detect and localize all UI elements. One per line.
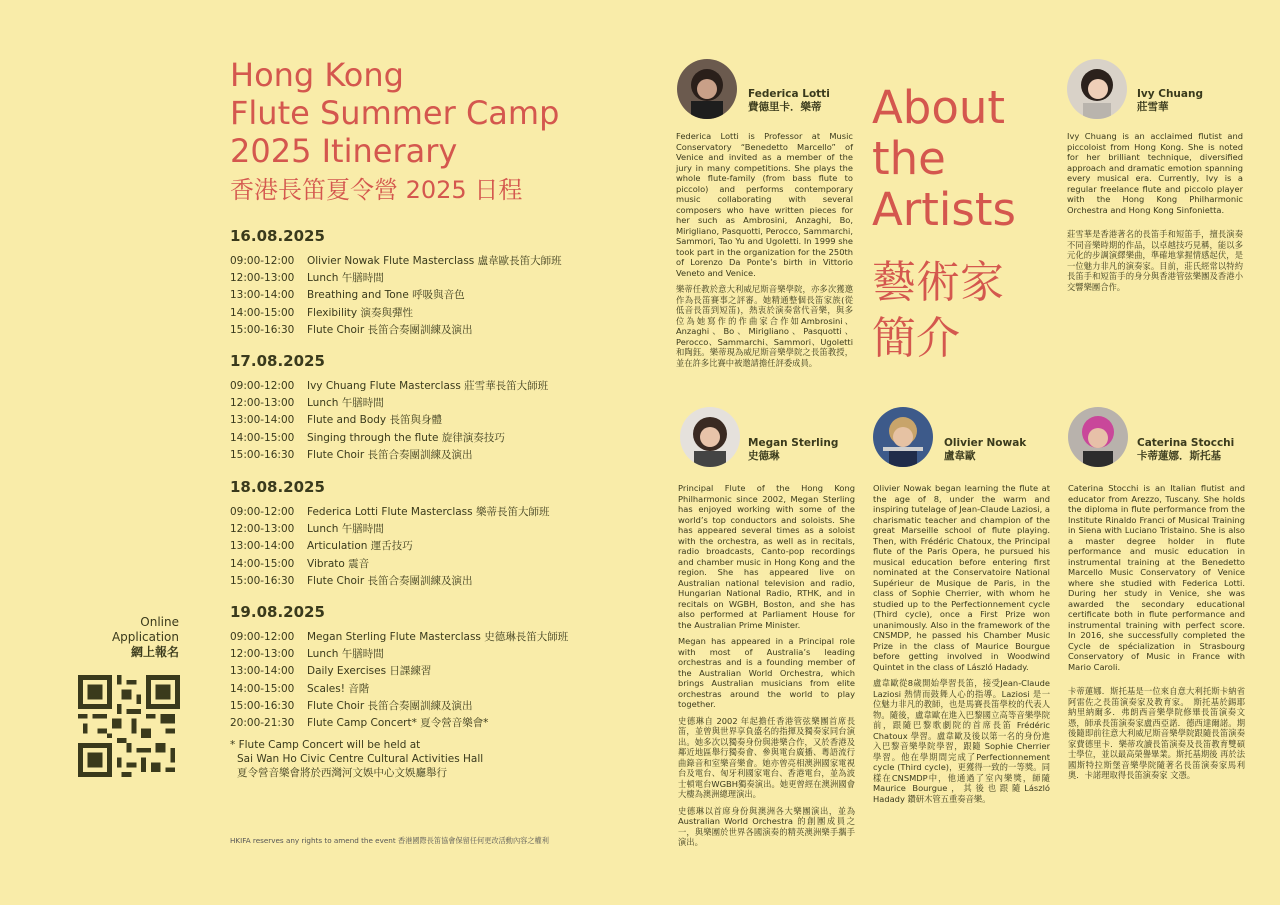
schedule-row — [230, 270, 590, 287]
time: 12:00-13:00 — [230, 272, 295, 285]
activity: Flexibility 演奏與彈性 — [307, 306, 413, 319]
day-date: 19.08.2025 — [230, 603, 325, 621]
time: 12:00-13:00 — [230, 523, 295, 536]
schedule-row — [230, 698, 590, 715]
time: 13:00-14:00 — [230, 540, 295, 553]
artist-name-zh: 卡蒂蓮娜．斯托基 — [1137, 450, 1221, 462]
activity: Megan Sterling Flute Masterclass 史德琳長笛大師班 — [307, 631, 569, 643]
artist-name-zh: 費德里卡．樂蒂 — [748, 101, 822, 113]
online-line: 網上報名 — [130, 645, 179, 659]
itinerary-title — [230, 56, 630, 170]
caterina-bio — [1068, 483, 1245, 787]
bio-zh: 盧韋歐從8歲開始學習長笛，接受Jean-Claude Laziosi 熱情而鼓舞人心的指導。Laziosi 是一位魅力非凡的教師，也是馬賽長笛學校的代表人物。隨後，盧韋歐在進入巴黎國立高等音樂學院前，跟隨巴黎歌劇院的首席長笛 Frédéric Chatoux 學習。盧韋歐及後以第一名的身份進入巴黎音樂學院學習，跟隨 Sophie Cherrier 學習。他在學期間完成了Perfectionnement cycle (Third cycle)，更獲得一致的一等獎。同樣在CNSMDP中，他通過了室內樂獎，師隨Maurice Bourgue，其後也跟隨László Hadady 鑽研木管五重奏音樂。 — [873, 678, 1050, 804]
bio-zh: 卡蒂蓮娜．斯托基是一位來自意大利托斯卡納省阿雷佐之長笛演奏家及教育家。 斯托基於錫耶納里納爾多．弗朗西音樂學院修畢長笛演奏文憑，師承長笛演奏家盧西亞諾．德西達爾諾。期後隨即前往意大利威尼斯音樂學院跟隨長笛演奏家費德里卡．樂蒂攻讀長笛演奏及長笛教育雙碩士學位，並以最高榮譽畢業。斯托基期後 再於法國斯特拉斯堡音樂學院隨著名長笛演奏家馬利奧．卡諾理取得長笛演奏家 文憑。 — [1068, 686, 1245, 780]
artist-name-block — [944, 437, 1026, 463]
schedule-row — [230, 521, 590, 538]
federica-bio — [676, 131, 853, 374]
bio-en: Federica Lotti is Professor at Music Conservatory “Benedetto Marcello” of Venice and invited as a member of the jury in many competitions. She plays the whole flute-family (from bass flute to piccolo) and performs contemporary music collaborating with several composers who have written pieces for her such as Ambrosini, Anzaghi, Bo, Mirigliano, Pasquotti, Perocco, Sammarchi, Sammori, Tao Yu and Ugoletti. In 1999 she took part in the organization for the 250th of Lorenzo Da Ponte’s birth in Vittorio Veneto and Venice. — [676, 131, 853, 278]
schedule-row — [230, 253, 590, 270]
artist-name: Megan Sterling — [748, 437, 839, 449]
time: 15:00-16:30 — [230, 323, 295, 336]
federica-photo — [677, 59, 737, 119]
day-date: 16.08.2025 — [230, 227, 325, 245]
day-date: 18.08.2025 — [230, 478, 325, 496]
olivier-bio — [873, 483, 1050, 810]
day-block — [230, 603, 590, 732]
activity: Olivier Nowak Flute Masterclass 盧韋歐長笛大師班 — [307, 255, 562, 267]
artist-name-zh: 盧韋歐 — [944, 450, 976, 462]
schedule-row — [230, 504, 590, 521]
bio-zh: 樂蒂任教於意大利威尼斯音樂學院，亦多次獲邀作為長笛賽事之評審。她精通整個長笛家族(從低音長笛到短笛)，熱衷於演奏當代音樂，與多位為她寫作的作曲家合作如Ambrosini、Anzaghi、Bo、Mirigliano、Pasquotti、Perocco、Sammarchi、Sammori、Ugoletti和陶鈺。樂蒂現為威尼斯音樂學院之長笛教授，並在許多比賽中被邀請擔任評委成員。 — [676, 284, 853, 368]
megan-photo — [680, 407, 740, 467]
bio-en: Caterina Stocchi is an Italian flutist and educator from Arezzo, Tuscany. She holds the diploma in flute performance from the Institute Rinaldo Franci of Musical Training in Siena with Luciano Tristaino. She is also a master degree holder in flute performance and music education in instrumental training at the Benedetto Marcello Music Conservatory of Venice where she studied with Federica Lotti. During her study in Venice, she was awarded the secondary educational certificate both in flute performance and instrumental training with perfect score. In 2016, she successfully completed the Cycle de spécialization in Strasbourg Conservatory of Music in France with Mario Caroli. — [1068, 483, 1245, 672]
megan-bio — [678, 483, 855, 854]
time: 15:00-16:30 — [230, 448, 295, 461]
artist-name: Federica Lotti — [748, 88, 830, 100]
schedule-row — [230, 646, 590, 663]
schedule-row — [230, 573, 590, 590]
disclaimer: HKIFA reserves any rights to amend the event 香港國際長笛協會保留任何更改活動內容之權利 — [230, 836, 549, 845]
about-line: Artists — [872, 183, 1016, 236]
olivier-photo — [873, 407, 933, 467]
schedule-row — [230, 681, 590, 698]
online-line: Online — [140, 615, 179, 629]
artist-name-block — [748, 437, 838, 463]
activity: Lunch 午膳時間 — [307, 397, 384, 410]
activity: Lunch 午膳時間 — [307, 272, 384, 285]
time: 20:00-21:30 — [230, 717, 295, 730]
schedule-row — [230, 395, 590, 412]
note-line: * Flute Camp Concert will be held at — [230, 739, 421, 751]
time: 14:00-15:00 — [230, 682, 295, 695]
schedule-row — [230, 305, 590, 322]
bio-zh: 莊雪華是香港著名的長笛手和短笛手，擅長演奏不同音樂時期的作品，以卓越技巧見稱，能以多元化的步調演繹樂曲，準確地掌握情感起伏，是一位魅力非凡的演奏家。目前，莊氏經常以特約長笛手和短笛手的身分與香港管弦樂團及香港小交響樂團合作。 — [1067, 229, 1243, 292]
artist-name-block — [748, 88, 830, 114]
time: 14:00-15:00 — [230, 306, 295, 319]
activity: Flute Choir 長笛合奏團訓練及演出 — [307, 574, 473, 587]
itinerary-title-zh: 香港長笛夏令營 2025 日程 — [230, 176, 523, 204]
time: 13:00-14:00 — [230, 289, 295, 302]
day-block — [230, 352, 590, 464]
about-line: the — [872, 132, 946, 185]
note-line: 夏令營音樂會將於西灣河文娛中心文娛廳舉行 — [237, 767, 447, 779]
bio-en: Megan has appeared in a Principal role with most of Australia’s leading orchestras and is a founding member of the Australian World Orchestra, which brings Australian musicians from elite orchestras around the world to play together. — [678, 636, 855, 709]
activity: Lunch 午膳時間 — [307, 523, 384, 536]
activity: Lunch 午膳時間 — [307, 648, 384, 661]
about-heading-zh — [872, 255, 1022, 367]
schedule-row — [230, 287, 590, 304]
schedule-row — [230, 447, 590, 464]
time: 14:00-15:00 — [230, 557, 295, 570]
schedule-row — [230, 378, 590, 395]
about-heading — [872, 82, 1016, 235]
activity: Articulation 運舌技巧 — [307, 540, 413, 553]
time: 13:00-14:00 — [230, 665, 295, 678]
bio-en: Olivier Nowak began learning the flute at the age of 8, under the warm and inspiring tutelage of Jean-Claude Laziosi, a charismatic teacher and champion of the great Marseille school of flute playing. Then, with Frédéric Chatoux, the Principal flute of the Paris Opera, he pursued his musical education before entering first nominated at the Conservatoire National Supérieur de Musique de Paris, in the class of Sophie Cherrier, with whom he studied up to the Perfectionnement cycle (Third cycle), once a First Prize won unanimously. Also in the framework of the CNSMDP, he passed his Chamber Music Prize in the class of Maurice Bourgue before getting involved in Woodwind Quintet in the class of László Hadady. — [873, 483, 1051, 672]
schedule-row — [230, 663, 590, 680]
artist-name-zh: 莊雪華 — [1137, 101, 1169, 113]
schedule-row — [230, 556, 590, 573]
time: 12:00-13:00 — [230, 648, 295, 661]
activity: Breathing and Tone 呼吸與音色 — [307, 289, 465, 302]
activity: Daily Exercises 日課練習 — [307, 665, 432, 678]
time: 12:00-13:00 — [230, 397, 295, 410]
bio-zh: 史德琳以首席身份與澳洲各大樂團演出，並為Australian World Orchestra 的創團成員之一，與樂團於世界各國演奏的精英澳洲樂手攜手演出。 — [678, 805, 855, 847]
about-zh-line: 簡介 — [872, 313, 960, 364]
schedule-row — [230, 629, 590, 646]
about-line: About — [872, 81, 1006, 134]
activity: Federica Lotti Flute Masterclass 樂蒂長笛大師班 — [307, 506, 550, 518]
bio-en: Ivy Chuang is an acclaimed flutist and piccoloist from Hong Kong. She is noted for her brilliant technique, diversified approach and dramatic emotion spanning every musical era. Currently, Ivy is a regular freelance flute and piccolo player with the Hong Kong Philharmonic Orchestra and Hong Kong Sinfonietta. — [1067, 131, 1243, 215]
schedule-row — [230, 430, 590, 447]
time: 15:00-16:30 — [230, 699, 295, 712]
artist-name-zh: 史德琳 — [748, 450, 780, 462]
caterina-photo — [1068, 407, 1128, 467]
schedule-row — [230, 322, 590, 339]
time: 15:00-16:30 — [230, 574, 295, 587]
time: 13:00-14:00 — [230, 414, 295, 427]
bio-zh: 史德琳自 2002 年起擔任香港管弦樂團首席長笛，並曾與世界享負盛名的指揮及獨奏家同台演出。她多次以獨奏身份與港樂合作，又於香港及鄰近地區舉行獨奏會、參與電台廣播、粵語流行曲錄音和室樂音樂會。她亦曾亮相澳洲國家電視台及電台、匈牙利國家電台、香港電台，並為波士頓電台WGBH獨奏演出。她更曾經在澳洲國會大樓為澳洲總理演出。 — [678, 715, 855, 799]
day-block — [230, 227, 590, 339]
activity: Flute Choir 長笛合奏團訓練及演出 — [307, 448, 473, 461]
time: 09:00-12:00 — [230, 631, 295, 643]
title-line: Flute Summer Camp — [230, 94, 560, 132]
schedule-row — [230, 715, 590, 732]
activity: Flute and Body 長笛與身體 — [307, 414, 442, 427]
artist-name-block — [1137, 437, 1234, 463]
about-zh-line: 藝術家 — [872, 257, 1004, 308]
activity: Flute Choir 長笛合奏團訓練及演出 — [307, 699, 473, 712]
activity: Flute Camp Concert* 夏令營音樂會* — [307, 717, 489, 730]
title-line: 2025 Itinerary — [230, 132, 458, 170]
activity: Flute Choir 長笛合奏團訓練及演出 — [307, 323, 473, 336]
activity: Vibrato 震音 — [307, 557, 370, 570]
qr-code-icon[interactable] — [78, 675, 180, 777]
activity: Ivy Chuang Flute Masterclass 莊雪華長笛大師班 — [307, 380, 549, 392]
artist-name: Olivier Nowak — [944, 437, 1027, 449]
day-block — [230, 478, 590, 590]
online-line: Application — [111, 630, 179, 644]
ivy-bio — [1067, 131, 1243, 298]
schedule-row — [230, 538, 590, 555]
day-date: 17.08.2025 — [230, 352, 325, 370]
activity: Singing through the flute 旋律演奏技巧 — [307, 431, 505, 444]
activity: Scales! 音階 — [307, 682, 370, 695]
artist-name: Ivy Chuang — [1137, 88, 1203, 100]
time: 09:00-12:00 — [230, 506, 295, 518]
ivy-photo — [1067, 59, 1127, 119]
time: 09:00-12:00 — [230, 255, 295, 267]
time: 14:00-15:00 — [230, 431, 295, 444]
artist-name-block — [1137, 88, 1203, 114]
time: 09:00-12:00 — [230, 380, 295, 392]
note-line: Sai Wan Ho Civic Centre Cultural Activities Hall — [237, 753, 484, 765]
title-line: Hong Kong — [230, 56, 404, 94]
artist-name: Caterina Stocchi — [1137, 437, 1235, 449]
concert-note — [230, 738, 610, 780]
online-application-label — [100, 615, 179, 660]
schedule-row — [230, 412, 590, 429]
bio-en: Principal Flute of the Hong Kong Philharmonic since 2002, Megan Sterling has enjoyed working with some of the world’s top conductors and soloists. She has appeared several times as a soloist with the orchestra, as well as in recitals, radio broadcasts, Canto-pop recordings and chamber music in Hong Kong and the region. She has appeared live on Australian national television and radio, Hungarian National Radio, RTHK, and in recitals on WGBH, Boston, and she has also performed at Parliament House for the Australian Prime Minister. — [678, 483, 855, 630]
